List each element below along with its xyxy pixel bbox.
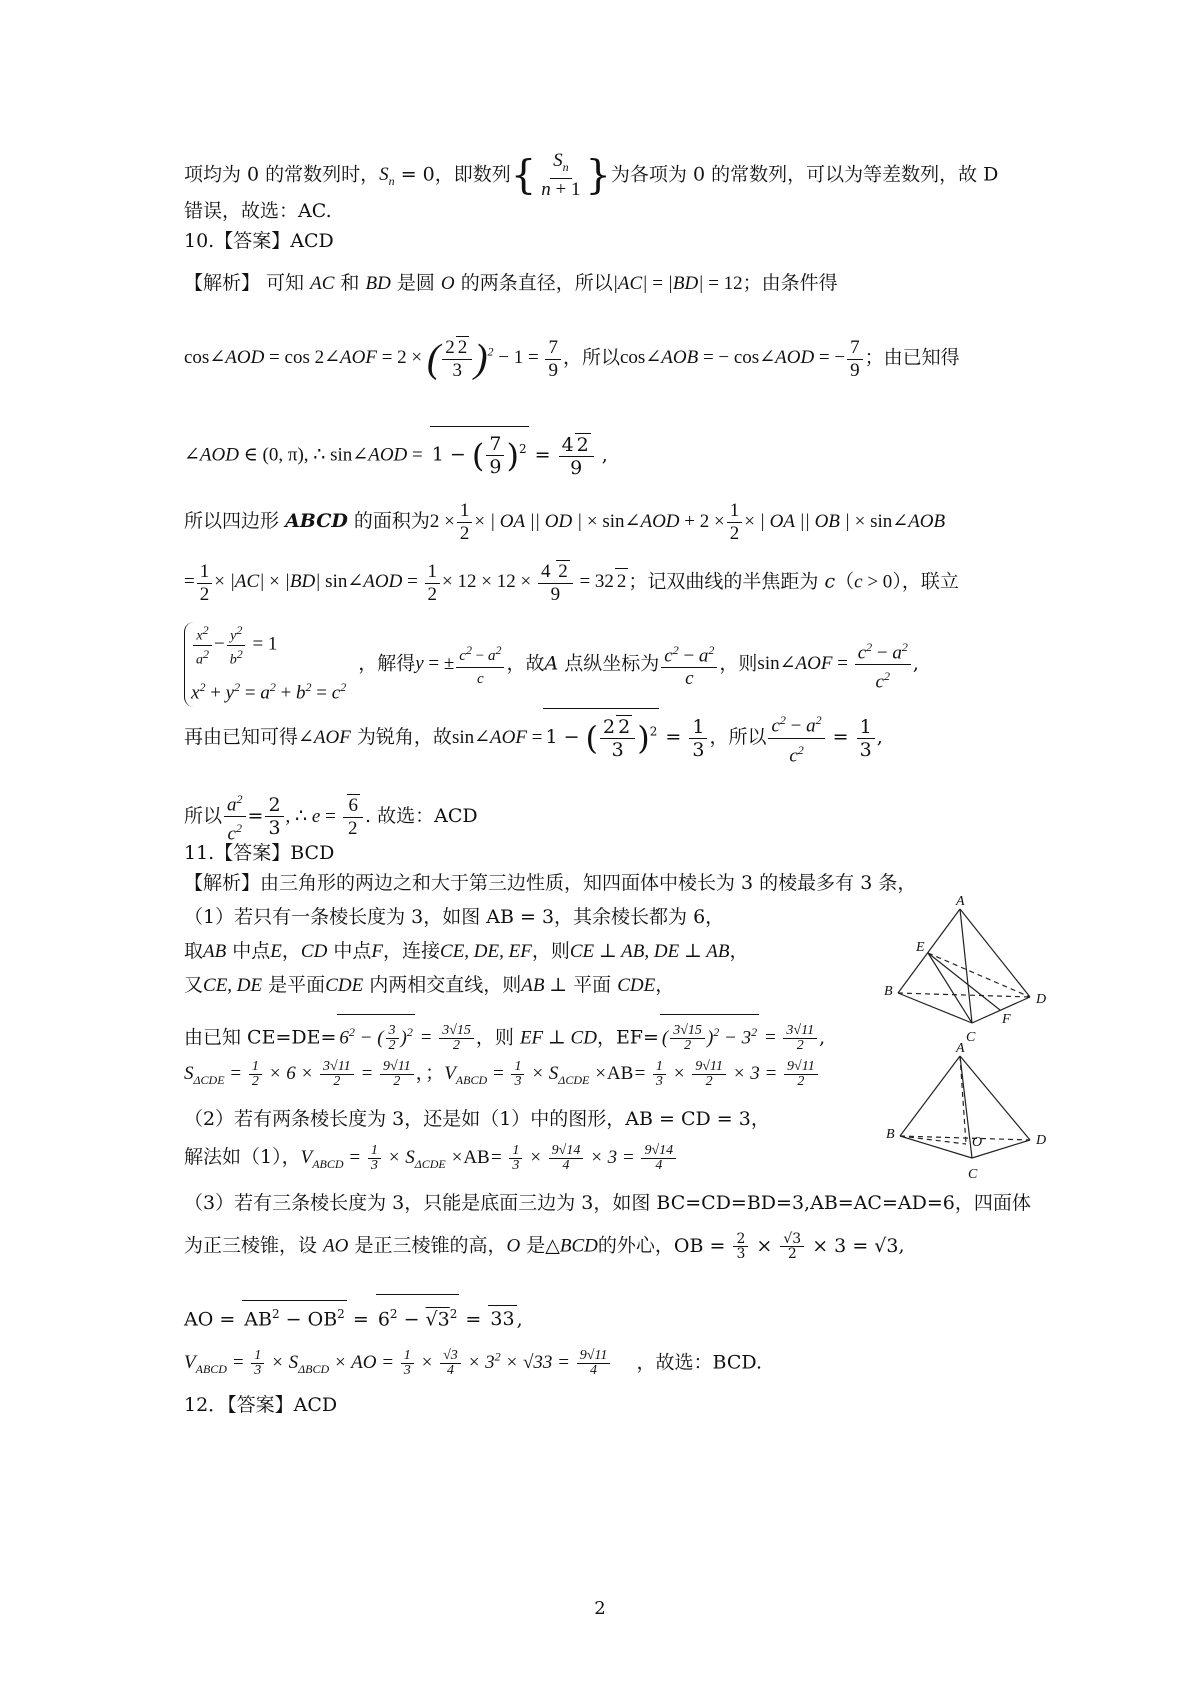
text-run: （1）若只有一条棱长度为 3，如图 AB = 3，其余棱长都为 6，	[184, 906, 725, 928]
text-run: ，EF=	[596, 1026, 659, 1049]
text-run: 是平面	[268, 974, 326, 996]
answer-heading	[184, 1392, 337, 1418]
text-run: ；由已知得	[864, 346, 960, 369]
text-run: ，即数列	[434, 163, 511, 186]
text-line: 又CE, DE 是平面CDE 内两相交直线，则AB ⊥ 平面 CDE，	[184, 974, 675, 996]
text-run: ；记双曲线的半焦距为	[628, 570, 819, 593]
text-run: 又	[184, 974, 204, 996]
formula-line: $\frac{x^2}{a^2}$ − $\frac{y^2}{b^2}$ = 1 $x^2 + y^2 = a^2 + b^2 = c^2$ ，解得y = ± $\frac{c^2 - a^2}{c}$ ，故A 点纵坐标为 $\frac{c^2 - a^2}{c}$ ，则sin∠AOF = $\frac{c^2 - a^2}{c^2}$ ,	[184, 622, 919, 707]
text-run: 项均为 0 的常数列时，	[184, 163, 380, 186]
text-run: 是正三棱锥的高，	[354, 1234, 507, 1257]
vertex-label: A	[956, 895, 965, 909]
vertex-label: B	[884, 984, 893, 999]
text-run: 内两相交直线，则	[369, 974, 522, 996]
formula-line: 由已知 $CE=DE= 6^2$ − ( $\frac{3}{2}$ )$^2$ = $\frac{3√15}{2}$ ，则 EF ⊥ CD，EF= ( $\frac{3√15}{2}$ )$^2 - 3^2$ = $\frac{3√11}{2}$ ,	[184, 1014, 825, 1053]
text-run: 为锐角，故	[356, 726, 452, 748]
text-line	[184, 870, 916, 896]
text-run: 是	[526, 1234, 546, 1257]
formula-line: $V_{ABCD}$ = $\frac{1}{3}$ × $S_{\Delta BCD}$ × AO = $\frac{1}{3}$ × $\frac{√3}{4}$ × $3^2 \times √33$ = $\frac{9√11}{4}$ ，故选：BCD.	[184, 1348, 762, 1379]
vertex-label: E	[916, 940, 925, 955]
vertex-label: C	[966, 1030, 976, 1045]
text-run: 中点	[232, 940, 271, 962]
text-run: 的外心，	[597, 1234, 674, 1257]
text-run: ，则	[475, 1026, 514, 1049]
text-line	[184, 1190, 1031, 1216]
text-run: 12．【答案】ACD	[184, 1394, 338, 1416]
vertex-label: D	[1036, 992, 1047, 1007]
text-run: ，；	[415, 1062, 445, 1084]
text-run: 由已知 CE=DE=	[184, 1026, 337, 1049]
text-run: 【解析】由三角形的两边之和大于第三边性质，知四面体中棱长为 3 的棱最多有 3 条，	[184, 872, 917, 894]
vertex-label: B	[886, 1127, 895, 1142]
vertex-label: A	[956, 1041, 965, 1056]
text-run: 是圆	[396, 272, 435, 294]
text-run: 为各项为 0 的常数列，可以为等差数列，故 D	[610, 163, 999, 186]
text-run: 点纵坐标为	[564, 652, 660, 675]
text-run: 为正三棱锥，设	[184, 1234, 318, 1257]
text-line: 为正三棱锥，设 AO 是正三棱锥的高，O 是△BCD的外心，OB = $\frac{2}{3}$ × $\frac{√3}{2}$ × 3 = √3,	[184, 1231, 905, 1262]
formula-line: $S_{\Delta CDE}$ = $\frac{1}{2}$ × 6 × $\frac{3√11}{2}$ = $\frac{9√11}{2}$ ，；$V_{ABCD}$ = $\frac{1}{3}$ × $S_{\Delta CDE} \times AB=$ $\frac{1}{3}$ × $\frac{9√11}{2}$ × 3 = $\frac{9√11}{2}$	[184, 1060, 820, 1093]
text-line: 项均为 0 的常数列时，$S_n = 0$，即数列{ $\frac{S_n}{n + 1}$ }为各项为 0 的常数列，可以为等差数列，故 D	[184, 150, 999, 200]
text-run: 中点	[333, 940, 372, 962]
text-line: 所以四边形 ABCD 的面积为2 × $\frac{1}{2}$ × | OA || OD | × sin∠AOD + 2 × $\frac{1}{2}$ × | OA || OB | × sin∠AOB	[184, 500, 946, 544]
answer-heading	[184, 840, 334, 866]
text-run: ，所以	[562, 346, 620, 369]
text-line: 取AB 中点E，CD 中点F，连接CE, DE, EF，则CE ⊥ AB, DE ⊥ AB，	[184, 940, 749, 962]
text-run: 取	[184, 940, 204, 962]
text-run: ，故	[506, 652, 545, 675]
text-run: ，解得	[358, 652, 416, 675]
page-number: 2	[594, 1598, 606, 1619]
tetrahedron-figure-1	[880, 895, 1050, 1055]
formula-line: 解法如（1），$V_{ABCD}$ = $\frac{1}{3}$ × $S_{\Delta CDE} \times AB=$ $\frac{1}{3}$ × $\frac{9√14}{4}$ × 3 = $\frac{9√14}{4}$	[184, 1144, 678, 1177]
text-run: 11.【答案】BCD	[184, 842, 335, 864]
tetrahedron-figure-2	[880, 1040, 1050, 1190]
formula-line: 所以 $\frac{a^2}{c^2}$ = $\frac{2}{3}$ , ∴ e = $\frac{6}{2}$ . 故选：ACD	[184, 788, 478, 846]
text-run: ，则	[531, 940, 570, 962]
vertex-label: D	[1036, 1133, 1047, 1148]
text-run: ，连接	[383, 940, 441, 962]
formula-line: 再由已知可得∠AOF 为锐角，故sin∠AOF = 1 − ( $\frac{2 2}{3}$ )$^2$ = $\frac{1}{3}$ ，所以 $\frac{c^2 - a^2}{c^2}$ = $\frac{1}{3}$ ,	[184, 708, 883, 767]
vertex-label: O	[972, 1135, 983, 1150]
text-run: 的两条直径，所以	[460, 272, 613, 294]
text-run: 所以	[184, 804, 223, 827]
formula-line: AO = $AB^2 - OB^2 = 6^2 - √3^2 = 33$ ,	[184, 1294, 523, 1332]
text-run: 错误，故选：AC.	[184, 200, 332, 222]
formula-line: cos∠AOD = cos 2∠AOF = 2 × ( $\frac{2 2}{3}$ )$^2$ − 1 = $\frac{7}{9}$ ，所以cos∠AOB = − cos∠AOD = − $\frac{7}{9}$ ；由已知得	[184, 336, 960, 381]
text-run: 的面积为	[353, 509, 430, 532]
formula-line: ∠AOD ∈ (0, π), ∴ sin∠AOD = 1 − ( $\frac{7}{9}$ )$^2$ = $\frac{4 2}{9}$ ,	[184, 426, 608, 479]
text-run: 解法如（1），	[184, 1146, 301, 1168]
text-run: ，所以	[709, 726, 767, 748]
text-run: （2）若有两条棱长度为 3，还是如（1）中的图形，AB = CD = 3，	[184, 1108, 770, 1130]
text-run: ，则	[719, 652, 758, 675]
text-line	[184, 198, 332, 224]
formula-line: = $\frac{1}{2}$ × |AC| × |BD| sin∠AOD = $\frac{1}{2}$ × 12 × 12 × $\frac{4 2}{9}$ = 32 2 ；记双曲线的半焦距为 c（c > 0），联立	[184, 560, 959, 605]
answer-heading	[184, 228, 334, 254]
text-run: . 故选：ACD	[365, 804, 478, 827]
text-run: 所以四边形	[184, 509, 280, 532]
vertex-label: F	[1002, 1012, 1011, 1027]
text-run: ，故选：BCD.	[636, 1351, 762, 1374]
text-run: 再由已知可得	[184, 726, 299, 748]
text-run: ；由条件得	[742, 272, 838, 294]
text-run: （3）若有三条棱长度为 3，只能是底面三边为 3，如图 BC=CD=BD=3,AB=AC=AD=6，四面体	[184, 1192, 1031, 1214]
text-line	[184, 904, 724, 930]
text-run: 【解析】 可知	[184, 272, 305, 294]
text-line	[184, 1106, 770, 1132]
text-run: ，联立	[901, 570, 959, 593]
vertex-label: C	[968, 1167, 978, 1182]
text-line: 【解析】 可知 AC 和 BD 是圆 O 的两条直径，所以|AC| = |BD| = 12；由条件得	[184, 272, 838, 294]
text-run: 10.【答案】ACD	[184, 230, 334, 252]
